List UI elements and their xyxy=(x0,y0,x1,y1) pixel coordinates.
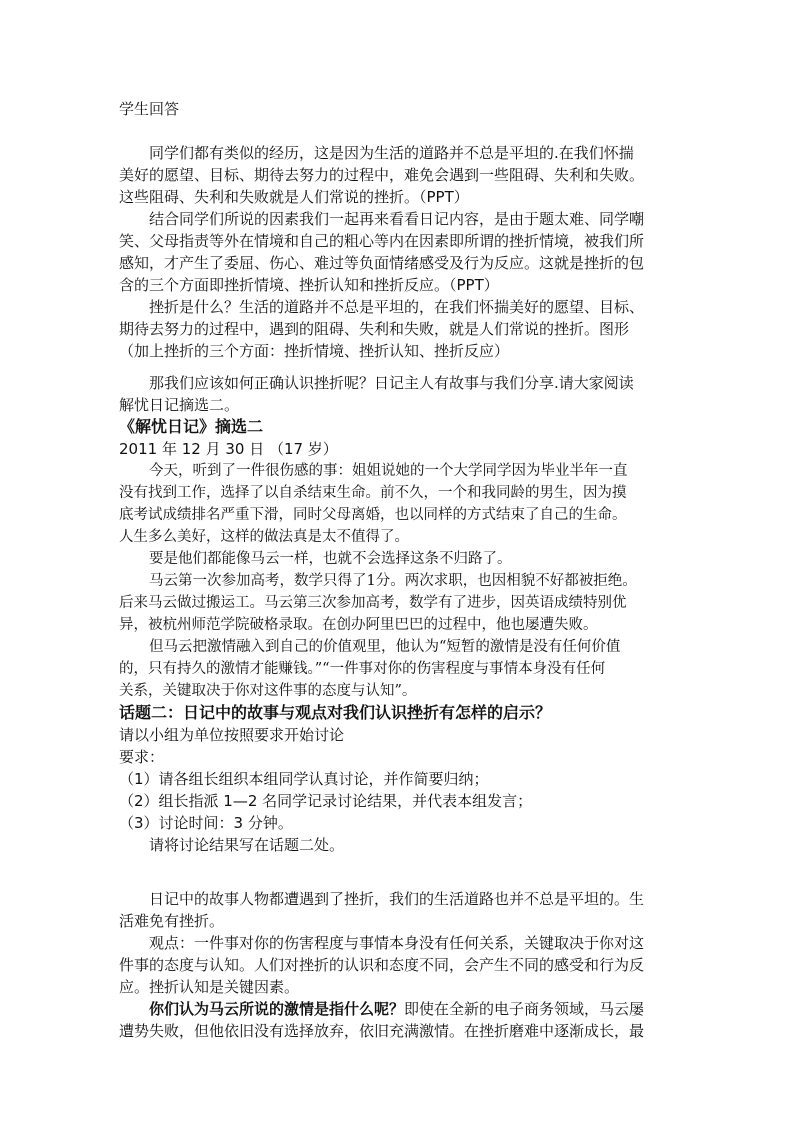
paragraph-line: 那我们应该如何正确认识挫折呢？日记主人有故事与我们分享.请大家阅读 xyxy=(149,374,634,392)
diary-line: 的，只有持久的激情才能赚钱。”“一件事对你的伤害程度与事情本身没有任何 xyxy=(119,661,606,677)
diary-line: 但马云把激情融入到自己的价值观里，他认为“短暂的激情是没有任何价值 xyxy=(149,639,621,655)
paragraph-text: 即使在全新的电子商务领域，马云屡 xyxy=(404,1000,645,1018)
paragraph-line: 结合同学们所说的因素我们一起再来看看日记内容，是由于题太难、同学嘲 xyxy=(149,210,645,228)
topic2-heading: 话题二：日记中的故事与观点对我们认识挫折有怎样的启示？ xyxy=(119,703,552,722)
paragraph-line: 同学们都有类似的经历，这是因为生活的道路并不总是平坦的.在我们怀揣 xyxy=(149,144,634,162)
diary-line: 人生多么美好，这样的做法真是太不值得了。 xyxy=(119,529,409,545)
diary-line: 关系，关键取决于你对这件事的态度与认知”。 xyxy=(119,683,417,699)
paragraph-line: 含的三个方面即挫折情境、挫折认知和挫折反应。（PPT） xyxy=(119,276,499,294)
diary-title: 《解忧日记》摘选二 xyxy=(119,417,264,436)
diary-line: 底考试成绩排名严重下滑，同时父母离婚，也以同样的方式结束了自己的生命。 xyxy=(119,507,627,523)
paragraph-line: 件事的态度与认知。人们对挫折的认识和态度不同，会产生不同的感受和行为反 xyxy=(119,956,645,974)
paragraph-line: 解忧日记摘选二。 xyxy=(119,396,240,414)
paragraph-line: 活难免有挫折。 xyxy=(119,912,225,930)
paragraph-line: 应。挫折认知是关键因素。 xyxy=(119,978,300,996)
diary-line: 后来马云做过搬运工。马云第三次参加高考，数学有了进步，因英语成绩特别优 xyxy=(119,595,627,611)
bold-question: 你们认为马云所说的激情是指什么呢？ xyxy=(149,1000,405,1018)
discussion-intro: 请以小组为单位按照要求开始讨论 xyxy=(119,726,345,744)
paragraph-line: （加上挫折的三个方面：挫折情境、挫折认知、挫折反应） xyxy=(119,342,510,360)
paragraph-line: 美好的愿望、目标、期待去努力的过程中，难免会遇到一些阻碍、失利和失败。 xyxy=(119,166,645,184)
diary-line: 马云第一次参加高考，数学只得了1分。两次求职，也因相貌不好都被拒绝。 xyxy=(149,573,637,589)
paragraph-line: 感知，才产生了委屈、伤心、难过等负面情绪感受及行为反应。这就是挫折的包 xyxy=(119,254,645,272)
paragraph-line: 日记中的故事人物都遭遇到了挫折，我们的生活道路也并不总是平坦的。生 xyxy=(149,890,645,908)
diary-line: 异，被杭州师范学院破格录取。在创办阿里巴巴的过程中，他也屡遭失败。 xyxy=(119,617,598,633)
paragraph-line: 期待去努力的过程中，遇到的阻碍、失利和失败，就是人们常说的挫折。图形 xyxy=(119,320,630,338)
requirement-item: （1）请各组长组织本组同学认真讨论，并作简要归纳； xyxy=(119,770,489,788)
paragraph-line: 挫折是什么？生活的道路并不总是平坦的，在我们怀揣美好的愿望、目标、 xyxy=(149,298,645,316)
paragraph-line xyxy=(149,998,679,1020)
diary-line: 没有找到工作，选择了以自杀结束生命。前不久，一个和我同龄的男生，因为摸 xyxy=(119,485,627,501)
diary-line: 要是他们都能像马云一样，也就不会选择这条不归路了。 xyxy=(149,551,512,567)
requirements-label: 要求： xyxy=(119,748,165,766)
student-answer-label: 学生回答 xyxy=(119,100,180,118)
requirement-item: （3）讨论时间：3 分钟。 xyxy=(119,814,293,832)
write-note: 请将讨论结果写在话题二处。 xyxy=(149,836,345,854)
paragraph-line: 遭势失败，但他依旧没有选择放弃，依旧充满激情。在挫折磨难中逐渐成长，最 xyxy=(119,1022,645,1040)
paragraph-line: 观点：一件事对你的伤害程度与事情本身没有任何关系，关键取决于你对这 xyxy=(149,934,645,952)
requirement-item: （2）组长指派 1—2 名同学记录讨论结果，并代表本组发言； xyxy=(119,792,533,810)
diary-line: 今天，听到了一件很伤感的事：姐姐说她的一个大学同学因为毕业半年一直 xyxy=(149,463,628,479)
paragraph-line: 笑、父母指责等外在情境和自己的粗心等内在因素即所谓的挫折情境，被我们所 xyxy=(119,232,645,250)
paragraph-line: 这些阻碍、失利和失败就是人们常说的挫折。（PPT） xyxy=(119,188,469,206)
diary-date: 2011 年 12 月 30 日 （17 岁） xyxy=(119,440,338,458)
